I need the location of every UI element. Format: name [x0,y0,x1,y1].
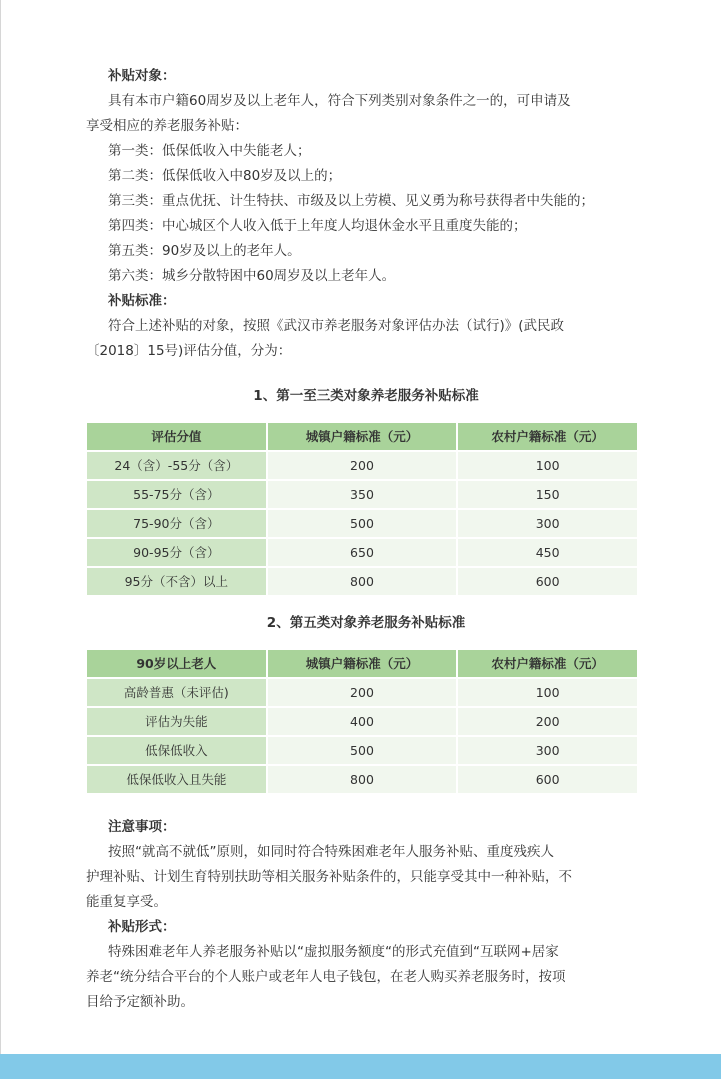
table-cell: 500 [268,510,457,537]
spacer [86,795,646,815]
table-cell: 低保低收入且失能 [87,766,266,793]
table-cell: 150 [458,481,637,508]
table-cell: 400 [268,708,457,735]
page-left-border [0,0,1,1054]
bottom-bar [0,1054,721,1079]
subsidy-form-line3: 目给予定额补助。 [86,994,194,1010]
table-row [87,568,637,595]
notes-heading: 注意事项： [108,819,176,835]
table-cell: 200 [268,452,457,479]
table2-header-urban: 城镇户籍标准（元） [268,650,457,677]
table-row [87,766,637,793]
notes-line3: 能重复享受。 [86,894,167,910]
table-cell: 800 [268,766,457,793]
category-item: 第一类：低保低收入中失能老人； [108,143,311,159]
table2-header-rural: 农村户籍标准（元） [458,650,637,677]
table-row [87,708,637,735]
table1 [85,421,639,597]
subsidy-form-heading: 补贴形式： [108,919,176,935]
table2-title: 2、第五类对象养老服务补贴标准 [266,615,466,631]
table1-header-rural: 农村户籍标准（元） [458,423,637,450]
table-cell: 650 [268,539,457,566]
table2-header-elderly: 90岁以上老人 [87,650,266,677]
subsidy-target-intro-line2: 享受相应的养老服务补贴： [86,118,248,134]
table-cell: 90-95分（含） [87,539,266,566]
table-cell: 200 [268,679,457,706]
table2-header-row [87,650,637,677]
table-cell: 高龄普惠（未评估) [87,679,266,706]
table-cell: 800 [268,568,457,595]
table-row [87,737,637,764]
subsidy-target-heading: 补贴对象： [108,68,176,84]
table-row [87,481,637,508]
category-item: 第四类：中心城区个人收入低于上年度人均退休金水平且重度失能的； [108,218,527,234]
table-row [87,452,637,479]
table-cell: 300 [458,737,637,764]
table-cell: 500 [268,737,457,764]
table-cell: 55-75分（含） [87,481,266,508]
table1-header-urban: 城镇户籍标准（元） [268,423,457,450]
category-item: 第三类：重点优抚、计生特扶、市级及以上劳模、见义勇为称号获得者中失能的； [108,193,594,209]
table-cell: 24（含）-55分（含） [87,452,266,479]
table-cell: 600 [458,766,637,793]
table-cell: 600 [458,568,637,595]
table1-title: 1、第一至三类对象养老服务补贴标准 [253,388,479,404]
table-cell: 350 [268,481,457,508]
table-cell: 100 [458,452,637,479]
category-item: 第五类：90岁及以上的老年人。 [108,243,301,259]
table-row [87,539,637,566]
table-cell: 300 [458,510,637,537]
subsidy-standard-heading: 补贴标准： [108,293,176,309]
category-item: 第二类：低保低收入中80岁及以上的； [108,168,342,184]
table-cell: 100 [458,679,637,706]
category-item: 第六类：城乡分散特困中60周岁及以上老年人。 [108,268,396,284]
subsidy-standard-line2: 〔2018〕15号)评估分值，分为： [86,343,292,359]
table1-header-score: 评估分值 [87,423,266,450]
table-row [87,679,637,706]
table-cell: 95分（不含）以上 [87,568,266,595]
table-cell: 450 [458,539,637,566]
table-cell: 75-90分（含） [87,510,266,537]
subsidy-standard-line1: 符合上述补贴的对象，按照《武汉市养老服务对象评估办法（试行)》(武民政 [108,318,565,334]
subsidy-form-line1: 特殊困难老年人养老服务补贴以“虚拟服务额度“的形式充值到“互联网+居家 [108,944,559,960]
subsidy-target-intro-line1: 具有本市户籍60周岁及以上老年人，符合下列类别对象条件之一的，可申请及 [108,93,571,109]
table-row [87,510,637,537]
document-body [86,64,646,1015]
subsidy-form-line2: 养老“统分结合平台的个人账户或老年人电子钱包，在老人购买养老服务时，按项 [86,969,566,985]
table2 [85,648,639,795]
table-cell: 200 [458,708,637,735]
notes-line2: 护理补贴、计划生育特别扶助等相关服务补贴条件的，只能享受其中一种补贴，不 [86,869,572,885]
table-cell: 评估为失能 [87,708,266,735]
notes-line1: 按照“就高不就低”原则，如同时符合特殊困难老年人服务补贴、重度残疾人 [108,844,554,860]
table-cell: 低保低收入 [87,737,266,764]
table1-header-row [87,423,637,450]
